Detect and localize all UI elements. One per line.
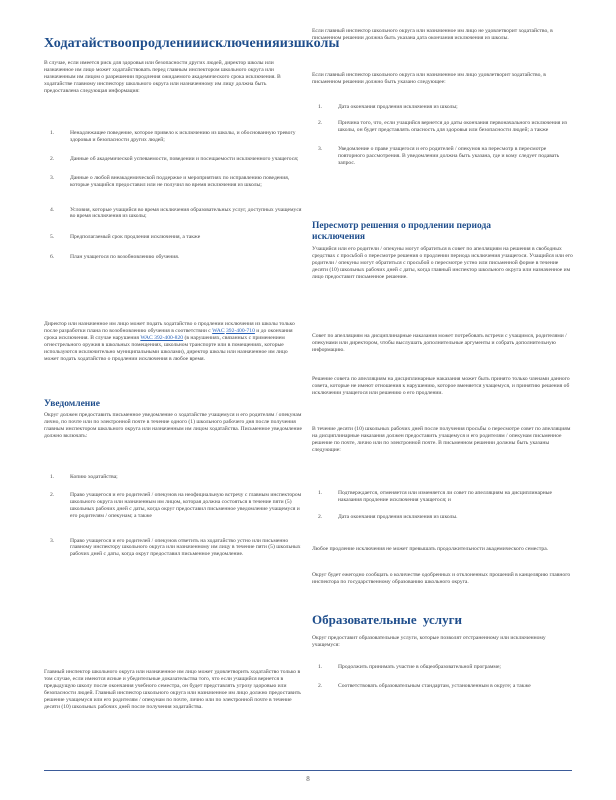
services-list bbox=[312, 664, 574, 690]
page-number: 8 bbox=[306, 775, 310, 783]
list-item-text: Право учащегося и его родителей / опекунов на неофициальную встречу с главным инспектором школьного округа или назначенным им лицом, которая должна состояться в течение пяти (5) школьных рабочих дней с даты, когда округ предоставил письменное уведомление учащемуся и его родителям / опекунам; а также bbox=[70, 491, 302, 519]
review-paragraph-4: В течение десяти (10) школьных рабочих дней после получения просьбы о пересмотре совет по апелляциям на дисциплинарные наказания должен предоставить учащемуся и его родителям / опекунам письменное решение по почте, лично или по электронной почте. В письменном решении должны быть указаны следующие: bbox=[312, 426, 571, 453]
list-item-text: Условия, которые учащийся во время исключения образовательных услуг, доступных учащемуся во время исключения из школы; bbox=[70, 206, 302, 220]
review-paragraph-6: Округ будет ежегодно сообщать о количестве одобренных и отклоненных прошений в канцелярию главного инспектора по государственному образованию школьного округа. bbox=[312, 572, 571, 585]
title-word: продлении bbox=[131, 36, 201, 51]
title-word: из bbox=[279, 36, 294, 51]
list-item-text: Копию ходатайства; bbox=[70, 474, 118, 480]
denied-paragraph: Если главный инспектор школьного округа или назначенное им лицо не удовлетворит ходатайство, в письменном решении должна быть указана дата окончания исключения из школы. bbox=[312, 28, 553, 41]
list-number: 2. bbox=[50, 491, 55, 498]
list-item bbox=[312, 104, 574, 111]
granted-paragraph: Если главный инспектор школьного округа или назначенное им лицо удовлетворит ходатайство, в письменном решении должно быть указано следующее: bbox=[312, 72, 546, 85]
list-item-text: Соответствовать образовательным стандартам, установленным в округе; а также bbox=[338, 682, 531, 689]
list-item-text: Данные об академической успеваемости, поведении и посещаемости исключенного учащегося; bbox=[70, 155, 299, 162]
list-item bbox=[312, 120, 574, 134]
list-item-text: План учащегося по возобновлению обучения. bbox=[70, 254, 180, 261]
list-number: 2. bbox=[50, 155, 55, 162]
wac-392-400-820-link[interactable]: WAC 392-400-820 bbox=[140, 334, 184, 341]
list-item bbox=[44, 492, 302, 520]
list-item bbox=[44, 538, 302, 559]
list-item bbox=[312, 514, 574, 521]
list-item-text: Ненадлежащее поведение, которое привело к исключению из школы, и обоснованную тревогу здоровья и безопасности других людей; bbox=[70, 130, 296, 143]
title-word: Ходатайство bbox=[44, 36, 125, 51]
review-paragraph-5: Любое продление исключения не может превышать продолжительности академического семестра. bbox=[312, 546, 549, 552]
list-item bbox=[44, 234, 302, 241]
list-item bbox=[44, 156, 302, 163]
review-decision-list bbox=[312, 490, 574, 521]
list-number: 2. bbox=[318, 682, 323, 689]
heading-word: Образовательные bbox=[312, 612, 417, 627]
intro-paragraph: В случае, если имеется риск для здоровья или безопасности других людей, директор школы или назначенное им лицо может ходатайствовать перед главным инспектором школьного округа или назначенным им лицом о разрешении продления ожидаемого академического срока исключения. В ходатайстве главному инспектору школьного округа или назначенному им лицу должна быть предоставлена следующая информация: bbox=[44, 60, 281, 94]
list-item bbox=[44, 474, 302, 481]
list-number: 3. bbox=[50, 537, 55, 544]
list-item bbox=[44, 254, 302, 261]
list-number: 6. bbox=[50, 254, 55, 261]
list-item-text: Продолжить принимать участие в общеобразовательной программе; bbox=[338, 664, 501, 670]
list-item-text: Подтверждается, отменяется или изменяется ли совет по апелляциям на дисциплинарные наказания продление исключения учащегося; и bbox=[338, 490, 553, 503]
closing-paragraph: Главный инспектор школьного округа или назначенное им лицо может удовлетворить ходатайство только в том случае, если имеются ясные и убедительные доказательства того, что если учащийся вернется в предыдущую школу после окончания учебного семестра, он будет представлять угрозу здоровью или безопасности людей. Главный инспектор школьного округа или назначенное им лицо должно предоставить решение учащемуся или его родителям / опекунам по почте, лично или по электронной почте в течение десяти (10) школьных рабочих дней после получения ходатайства. bbox=[44, 669, 301, 710]
list-item-text: Дата окончания продления исключения из школы; bbox=[338, 104, 458, 110]
list-item bbox=[44, 207, 302, 221]
list-number: 1. bbox=[318, 664, 323, 670]
list-item-text: Причина того, что, если учащийся вернется до даты окончания первоначального исключения из школы, он будет представлять опасность для здоровья или безопасности людей; а также bbox=[338, 119, 567, 133]
notice-heading: Уведомление bbox=[44, 399, 100, 409]
review-paragraph-1: Учащийся или его родители / опекуны могут обратиться в совет по апелляциям на решения в свободных средствах с просьбой о пересмотре решения о продлении периода исключения учащегося. Учащийся или его родители / опекуны могут обратиться с просьбой о пересмотре устно или письменной форме в течение десяти (10) школьных рабочих дней с даты, когда главный инспектор школьного округа или назначенное им лицо предоставит письменное решение. bbox=[312, 246, 573, 280]
services-heading bbox=[312, 612, 462, 627]
wac-link[interactable]: WAC bbox=[212, 327, 225, 334]
title-word: школы bbox=[293, 36, 340, 51]
list-item bbox=[312, 490, 574, 504]
review-paragraph-2: Совет по апелляциям на дисциплинарные наказания может потребовать встречи с учащимся, родителями / опекунами или директором, чтобы выслушать дополнительные аргументы и собрать дополнительную информацию. bbox=[312, 333, 567, 353]
list-number: 4. bbox=[50, 206, 55, 213]
review-heading: Пересмотр решения о продлении периода исключения bbox=[312, 221, 492, 242]
notice-intro: Округ должен предоставить письменное уведомление о ходатайстве учащемуся и его родителям / опекунам лично, по почте или по электронной почте в течение одного (1) школьного рабочего дня после получения главным инспектором школьного округа или назначенным им лицом ходатайства. Письменное уведомление должно включать: bbox=[44, 412, 303, 439]
list-item bbox=[312, 683, 574, 690]
list-item-text: Данные о любой внеакадемической поддержке и мероприятиях по исправлению поведения, которые учащийся предоставил или не получил во время исключения из школы; bbox=[70, 174, 290, 188]
list-number: 2. bbox=[318, 513, 323, 520]
list-item bbox=[44, 130, 302, 144]
list-number: 1. bbox=[318, 104, 323, 110]
list-number: 1. bbox=[50, 130, 55, 136]
list-item-text: Уведомление о праве учащегося и его родителей / опекунов на пересмотр в пересмотре повторного рассмотрения. В уведомлении должна быть указана, где и кому следует подавать запрос. bbox=[338, 145, 560, 166]
list-number: 3. bbox=[50, 174, 55, 181]
title-word: о bbox=[124, 36, 132, 51]
list-item bbox=[312, 664, 574, 671]
page-title bbox=[44, 36, 340, 52]
petition-info-list bbox=[44, 130, 302, 261]
footer-divider bbox=[44, 770, 572, 771]
list-item-text: Дата окончания продления исключения из школы. bbox=[338, 513, 458, 520]
notice-contents-list bbox=[44, 474, 302, 558]
review-paragraph-3: Решение совета по апелляциям на дисциплинарные наказания может быть принято только членами данного совета, которые не имеют отношения к нарушению, которое вменяется учащемуся, и принятию решения об исключении учащегося или решению о его продлении. bbox=[312, 376, 570, 396]
list-number: 1. bbox=[50, 474, 55, 480]
list-number: 1. bbox=[318, 490, 323, 496]
heading-word: услуги bbox=[422, 612, 462, 627]
petition-timing-paragraph: Директор или назначенное им лицо может подать ходатайство о продлении исключения из школы только после разработки плана по возобновлению обучения в соответствии с WAC 392-400-710 и до окончания срока исключения. В случае нарушения WAC 392-400-820 (в нарушениях, связанных с применением огнестрельного оружия в школьных помещениях, школьном транспорте или в помещениях, которые используются исключительно муниципальными школами), директор школы или назначенное им лицо может подать ходатайство о продлении исключения в любое время. bbox=[44, 321, 295, 362]
services-intro: Округ предоставит образовательные услуги, которые позволят отстраненному или исключенному учащемуся: bbox=[312, 635, 546, 648]
decision-contents-list bbox=[312, 104, 574, 166]
list-number: 3. bbox=[318, 145, 323, 152]
wac-392-400-710-link[interactable]: 392-400-710 bbox=[225, 327, 255, 334]
title-word: исключения bbox=[200, 36, 280, 51]
list-number: 5. bbox=[50, 234, 55, 241]
list-item-text: Предполагаемый срок продления исключения, а также bbox=[70, 234, 201, 241]
list-item bbox=[312, 146, 574, 167]
list-item bbox=[44, 175, 302, 189]
list-number: 2. bbox=[318, 119, 323, 126]
list-item-text: Право учащегося и его родителей / опекунов ответить на ходатайство устно или письменно главному инспектору школьного округа или назначенному им лицу в течение пяти (5) школьных рабочих дней с даты, когда округ предоставил письменное уведомление. bbox=[70, 537, 301, 558]
